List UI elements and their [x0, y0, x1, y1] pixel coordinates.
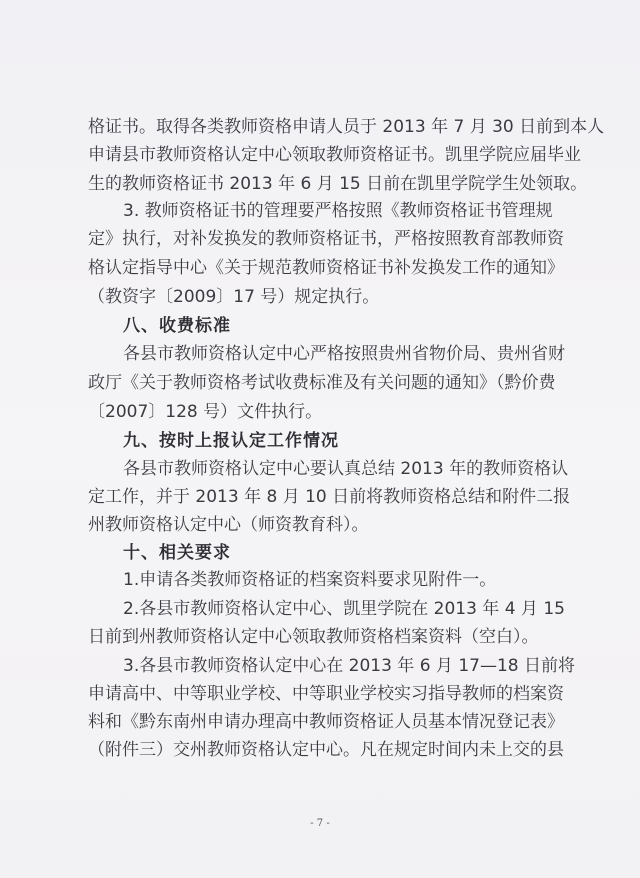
- section-heading-reporting: 九、按时上报认定工作情况: [123, 431, 339, 451]
- text-line: 格认定指导中心《关于规范教师资格证书补发换发工作的通知》: [88, 258, 564, 278]
- text-line: 定》执行，对补发换发的教师资格证书，严格按照教育部教师资: [88, 229, 564, 249]
- text-line: 生的教师资格证书 2013 年 6 月 15 日前在凯里学院学生处领取。: [88, 174, 588, 194]
- page-number: - 7 -: [310, 818, 330, 829]
- text-line: 3.各县市教师资格认定中心在 2013 年 6 月 17—18 日前将: [123, 656, 575, 676]
- text-line: 日前到州教师资格认定中心领取教师资格档案资料（空白）。: [88, 627, 539, 647]
- requirement-item-1: 1.申请各类教师资格证的档案资料要求见附件一。: [123, 570, 497, 590]
- text-line: 各县市教师资格认定中心要认真总结 2013 年的教师资格认: [123, 459, 569, 479]
- text-line: 政厅《关于教师资格考试收费标准及有关问题的通知》（黔价费: [88, 373, 556, 393]
- text-line: 定工作，并于 2013 年 8 月 10 日前将教师资格总结和附件二报: [88, 487, 571, 507]
- text-line: 料和《黔东南州申请办理高中教师资格证人员基本情况登记表》: [88, 712, 564, 732]
- text-line: 格证书。取得各类教师资格申请人员于 2013 年 7 月 30 日前到本人: [88, 117, 605, 137]
- section-heading-fees: 八、收费标准: [123, 316, 231, 336]
- text-line: 3. 教师资格证书的管理要严格按照《教师资格证书管理规: [123, 201, 553, 221]
- text-line: （附件三）交州教师资格认定中心。凡在规定时间内未上交的县: [88, 740, 564, 760]
- text-line: 申请县市教师资格认定中心领取教师资格证书。凯里学院应届毕业: [88, 145, 581, 165]
- section-heading-requirements: 十、相关要求: [123, 543, 231, 563]
- text-line: （教资字〔2009〕17 号）规定执行。: [88, 287, 380, 307]
- text-line: 申请高中、中等职业学校、中等职业学校实习指导教师的档案资: [88, 684, 564, 704]
- text-line: 2.各县市教师资格认定中心、凯里学院在 2013 年 4 月 15: [123, 599, 565, 619]
- text-line: 〔2007〕128 号）文件执行。: [88, 402, 323, 422]
- text-line: 州教师资格认定中心（师资教育科）。: [88, 515, 369, 535]
- text-line: 各县市教师资格认定中心严格按照贵州省物价局、贵州省财: [123, 344, 565, 364]
